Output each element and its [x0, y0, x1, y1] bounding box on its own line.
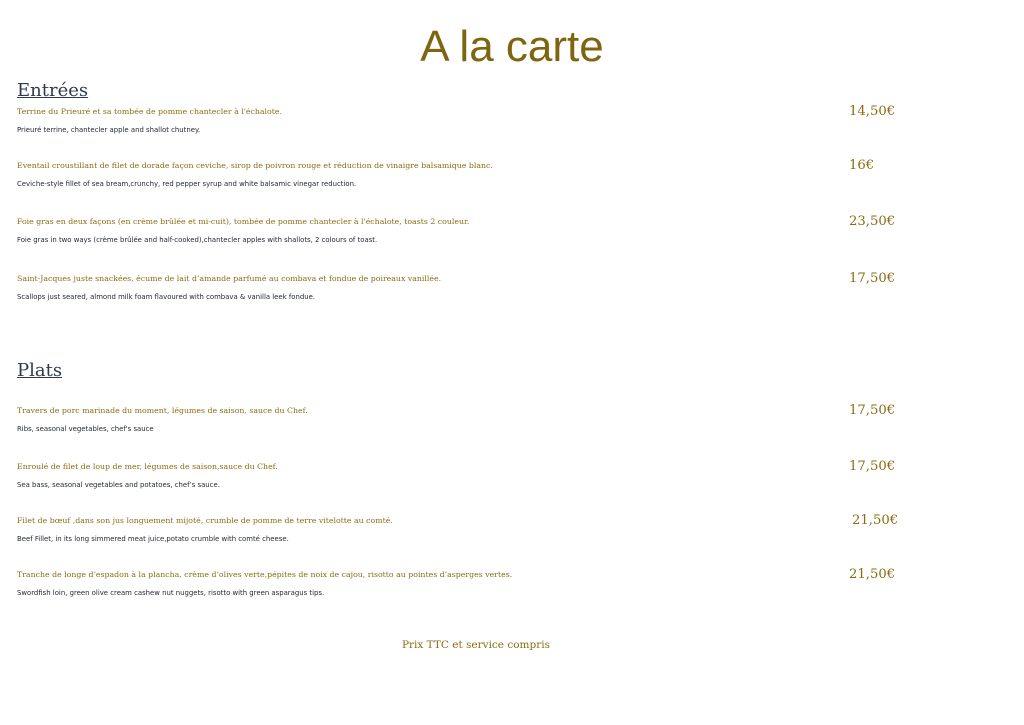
menu-item — [17, 157, 977, 192]
menu-item — [17, 566, 977, 601]
dish-price: 17,50€ — [849, 403, 896, 418]
footer-note: Prix TTC et service compris — [401, 639, 551, 651]
dish-price: 17,50€ — [849, 459, 896, 474]
menu-item — [17, 512, 977, 547]
dish-name-en: Foie gras in two ways (crème brûlée and half-cooked),chantecler apples with shallots, 2 colours of toast. — [17, 236, 378, 244]
dish-name-fr: Saint-Jacques juste snackées, écume de lait d’amande parfumé au combava et fondue de poireaux vanillée. — [17, 274, 442, 283]
dish-name-en: Beef Fillet, in its long simmered meat juice,potato crumble with comté cheese. — [17, 535, 289, 543]
dish-name-fr: Foie gras en deux façons (en crème brûlée et mi-cuit), tombée de pomme chantecler à l'échalote, toasts 2 couleur. — [17, 217, 470, 226]
page-title: A la carte — [420, 22, 604, 71]
dish-name-fr: Travers de porc marinade du moment, légumes de saison, sauce du Chef. — [17, 406, 308, 415]
menu-item — [17, 458, 977, 493]
dish-price: 23,50€ — [849, 214, 896, 229]
menu-item — [17, 103, 977, 138]
dish-name-fr: Enroulé de filet de loup de mer, légumes de saison,sauce du Chef. — [17, 462, 278, 471]
dish-name-en: Ribs, seasonal vegetables, chef's sauce — [17, 425, 154, 433]
dish-name-fr: Tranche de longe d’espadon à la plancha, crème d’olives verte,pépites de noix de cajou, risotto au pointes d’asperges vertes. — [17, 570, 513, 579]
dish-name-fr: Eventail croustillant de filet de dorade façon ceviche, sirop de poivron rouge et réduction de vinaigre balsamique blanc. — [17, 161, 493, 170]
dish-name-fr: Filet de bœuf ,dans son jus longuement mijoté, crumble de pomme de terre vitelotte au comté. — [17, 516, 393, 525]
dish-name-en: Scallops just seared, almond milk foam flavoured with combava & vanilla leek fondue. — [17, 293, 316, 301]
menu-item — [17, 213, 977, 248]
menu-item — [17, 402, 977, 437]
dish-price: 16€ — [849, 158, 875, 173]
section-heading-entrees: Entrées — [17, 80, 89, 101]
dish-name-en: Swordfish loin, green olive cream cashew nut nuggets, risotto with green asparagus tips. — [17, 589, 325, 597]
dish-name-en: Prieuré terrine, chantecler apple and shallot chutney. — [17, 126, 201, 134]
dish-name-fr: Terrine du Prieuré et sa tombée de pomme chantecler à l'échalote. — [17, 107, 282, 116]
section-heading-plats: Plats — [17, 360, 63, 381]
dish-price: 14,50€ — [849, 104, 896, 119]
dish-price: 21,50€ — [852, 513, 899, 528]
dish-name-en: Ceviche-style fillet of sea bream,crunchy, red pepper syrup and white balsamic vinegar reduction. — [17, 180, 357, 188]
menu-item — [17, 270, 977, 305]
dish-price: 21,50€ — [849, 567, 896, 582]
dish-price: 17,50€ — [849, 271, 896, 286]
dish-name-en: Sea bass, seasonal vegetables and potatoes, chef’s sauce. — [17, 481, 220, 489]
